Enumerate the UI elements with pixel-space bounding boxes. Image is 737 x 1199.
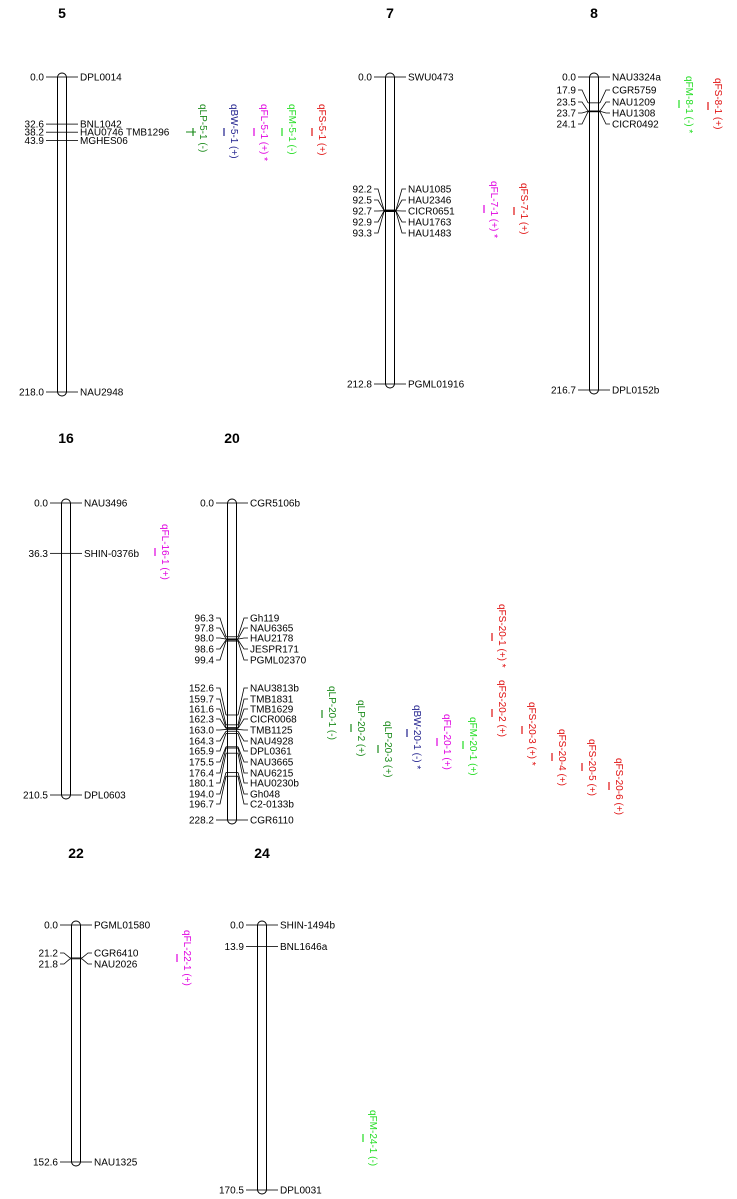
qtl-qlp-20-1 xyxy=(322,686,337,740)
qtl-label: qFM-20-1 (+) xyxy=(467,717,478,776)
qtl-label: qFS-20-5 (+) xyxy=(586,739,597,796)
qtl-label: qFL-5-1 (+) * xyxy=(258,104,269,161)
marker-position: 212.8 xyxy=(346,379,372,391)
marker-position: 218.0 xyxy=(18,387,44,399)
chromosome-title: 16 xyxy=(58,430,74,446)
marker-name: HAU1483 xyxy=(408,228,452,240)
marker-position: 0.0 xyxy=(30,72,44,84)
marker-name: NAU2026 xyxy=(94,959,138,971)
qtl-qfm-8-1 xyxy=(679,76,694,133)
marker-name: NAU3665 xyxy=(250,757,294,769)
marker-connector-left xyxy=(578,112,588,124)
marker-name: Gh048 xyxy=(250,789,281,801)
marker-position: 98.0 xyxy=(194,633,214,645)
marker-name: PGML01580 xyxy=(94,920,151,932)
marker xyxy=(230,921,335,932)
marker-connector-left xyxy=(216,731,226,741)
qtl-qfs-5-1 xyxy=(312,104,327,155)
marker-connector-right xyxy=(396,189,406,210)
marker-connector-left xyxy=(374,189,384,210)
marker-position: 24.1 xyxy=(556,119,576,131)
qtl-qbw-20-1 xyxy=(407,705,422,769)
marker-position: 175.5 xyxy=(188,757,214,769)
chromosome-bar xyxy=(386,73,395,388)
marker-position: 97.8 xyxy=(194,623,214,635)
marker-position: 17.9 xyxy=(556,85,576,97)
marker-position: 98.6 xyxy=(194,644,214,656)
marker xyxy=(189,726,293,737)
marker-position: 92.7 xyxy=(352,206,372,218)
marker-connector-left xyxy=(216,729,226,730)
marker-connector-left xyxy=(578,111,588,113)
qtl-qfl-5-1 xyxy=(254,104,269,161)
chromosome-title: 22 xyxy=(68,845,84,861)
marker-name: NAU6215 xyxy=(250,768,294,780)
marker-name: NAU1325 xyxy=(94,1157,138,1169)
marker-name: HAU2346 xyxy=(408,195,452,207)
marker-name: CGR5106b xyxy=(250,498,301,510)
marker-name: CGR6410 xyxy=(94,948,139,960)
marker-position: 159.7 xyxy=(188,694,214,706)
chromosome-5 xyxy=(19,5,327,399)
marker-name: Gh119 xyxy=(250,613,280,625)
marker xyxy=(347,380,465,391)
marker-connector-right xyxy=(238,618,248,637)
qtl-qfl-7-1 xyxy=(484,181,499,238)
marker-name: HAU1763 xyxy=(408,217,452,229)
qtl-qfl-22-1 xyxy=(177,930,192,986)
qtl-qfs-20-3 xyxy=(522,702,537,766)
chromosome-bar xyxy=(62,499,71,799)
marker-position: 92.2 xyxy=(352,184,372,196)
chromosome-bar xyxy=(228,499,237,824)
marker-position: 38.2 xyxy=(24,127,44,139)
marker-name: C2-0133b xyxy=(250,799,294,811)
marker-position: 32.6 xyxy=(24,119,44,131)
chromosome-8 xyxy=(551,5,723,397)
marker-position: 228.2 xyxy=(188,815,214,827)
marker-name: TMB1125 xyxy=(250,725,293,737)
marker-name: TMB1831 xyxy=(250,694,294,706)
marker-position: 36.3 xyxy=(28,548,48,560)
marker xyxy=(219,1186,322,1197)
marker-name: BNL1042 xyxy=(80,119,122,131)
marker xyxy=(39,949,139,960)
marker-connector-right xyxy=(600,102,610,111)
marker-name: PGML02370 xyxy=(250,655,307,667)
qtl-qfs-7-1 xyxy=(514,183,529,234)
marker xyxy=(358,73,454,84)
marker-position: 0.0 xyxy=(200,498,214,510)
marker-connector-left xyxy=(578,102,588,111)
qtl-qfl-16-1 xyxy=(155,524,170,580)
chromosome-24 xyxy=(219,845,378,1197)
qtl-label: qFL-7-1 (+) * xyxy=(488,181,499,238)
chromosome-title: 8 xyxy=(590,5,598,21)
marker-name: NAU2948 xyxy=(80,387,124,399)
qtl-label: qLP-20-1 (-) xyxy=(326,686,337,740)
marker-connector-left xyxy=(216,628,226,639)
qtl-qfs-20-2 xyxy=(492,680,507,737)
marker xyxy=(551,386,660,397)
marker-connector-left xyxy=(216,638,226,639)
marker-connector-right xyxy=(238,640,248,649)
marker-position: 163.0 xyxy=(188,725,214,737)
qtl-label: qFS-7-1 (+) xyxy=(518,183,529,235)
qtl-qfs-20-6 xyxy=(609,758,624,815)
marker xyxy=(562,73,661,84)
chromosome-title: 20 xyxy=(224,430,240,446)
qtl-qbw-5-1 xyxy=(224,104,239,159)
qtl-label: qFL-22-1 (+) xyxy=(181,930,192,986)
marker-position: 99.4 xyxy=(194,655,214,667)
marker-name: PGML01916 xyxy=(408,379,465,391)
marker-connector-right xyxy=(238,641,248,660)
marker-name: DPL0152b xyxy=(612,385,660,397)
marker-name: DPL0031 xyxy=(280,1185,322,1197)
marker-position: 180.1 xyxy=(188,778,214,790)
qtl-label: qFS-20-6 (+) xyxy=(613,758,624,815)
marker-position: 216.7 xyxy=(550,385,576,397)
chromosome-bar xyxy=(258,921,267,1194)
qtl-qfm-24-1 xyxy=(363,1110,378,1166)
marker-name: JESPR171 xyxy=(250,644,299,656)
marker-position: 93.3 xyxy=(352,228,372,240)
marker-position: 92.9 xyxy=(352,217,372,229)
qtl-qfs-20-1 xyxy=(492,604,507,668)
chromosome-20 xyxy=(189,430,624,827)
marker-name: CICR0068 xyxy=(250,714,297,726)
marker-connector-right xyxy=(238,628,248,639)
qtl-qfs-8-1 xyxy=(708,78,723,129)
marker-position: 23.5 xyxy=(556,97,576,109)
qtl-label: qFM-24-1 (-) xyxy=(367,1110,378,1167)
marker-position: 92.5 xyxy=(352,195,372,207)
chromosome-title: 7 xyxy=(386,5,394,21)
qtl-label: qFM-5-1 (-) xyxy=(286,104,297,155)
marker-connector-left xyxy=(216,618,226,637)
marker xyxy=(195,634,294,645)
marker-name: DPL0603 xyxy=(84,790,126,802)
marker-position: 210.5 xyxy=(22,790,48,802)
marker-connector-left xyxy=(578,90,588,103)
marker-name: MGHES06 xyxy=(80,135,128,147)
marker-name: CGR5759 xyxy=(612,85,657,97)
marker xyxy=(23,791,126,802)
marker xyxy=(34,499,128,510)
marker-position: 164.3 xyxy=(188,736,214,748)
marker-connector-left xyxy=(216,641,226,660)
chromosome-16 xyxy=(23,430,170,802)
marker-connector-right xyxy=(82,953,92,958)
qtl-qfl-20-1 xyxy=(437,714,452,770)
marker-position: 0.0 xyxy=(562,72,576,84)
marker-position: 0.0 xyxy=(358,72,372,84)
qtl-qfs-20-4 xyxy=(552,729,567,786)
chromosome-22 xyxy=(33,845,192,1169)
marker-name: NAU1085 xyxy=(408,184,452,196)
marker-connector-left xyxy=(60,959,70,964)
qtl-label: qLP-20-2 (+) xyxy=(355,700,366,757)
qtl-qfm-5-1 xyxy=(282,104,297,155)
marker-position: 161.6 xyxy=(188,704,214,716)
marker-position: 23.7 xyxy=(556,108,576,120)
qtl-qlp-20-3 xyxy=(378,721,393,777)
marker-position: 0.0 xyxy=(230,920,244,932)
marker-connector-right xyxy=(238,731,248,741)
marker-name: SHIN-1494b xyxy=(280,920,336,932)
marker xyxy=(44,921,150,932)
qtl-label: qFS-20-3 (+) * xyxy=(526,702,537,766)
qtl-label: qFS-8-1 (+) xyxy=(712,78,723,130)
qtl-label: qFM-8-1 (-) * xyxy=(683,76,694,134)
marker-position: 0.0 xyxy=(34,498,48,510)
marker-connector-right xyxy=(82,959,92,964)
qtl-qlp-5-1 xyxy=(193,104,208,152)
marker-position: 196.7 xyxy=(188,799,214,811)
marker-name: HAU0230b xyxy=(250,778,299,790)
marker-name: DPL0361 xyxy=(250,746,292,758)
marker-name: HAU2178 xyxy=(250,633,294,645)
marker-position: 152.6 xyxy=(188,683,214,695)
chromosome-7 xyxy=(347,5,529,391)
qtl-label: qFL-16-1 (+) xyxy=(159,524,170,580)
marker xyxy=(30,73,122,84)
qtl-label: qFS-20-4 (+) xyxy=(556,729,567,786)
marker-name: NAU4928 xyxy=(250,736,294,748)
marker xyxy=(29,549,140,560)
marker-name: DPL0014 xyxy=(80,72,122,84)
marker xyxy=(200,499,300,510)
marker-position: 170.5 xyxy=(218,1185,244,1197)
marker-connector-right xyxy=(238,638,248,639)
qtl-qlp-20-2 xyxy=(351,700,366,756)
marker-connector-left xyxy=(216,640,226,649)
marker-name: CICR0492 xyxy=(612,119,659,131)
marker-connector-left xyxy=(60,953,70,958)
marker-position: 176.4 xyxy=(188,768,214,780)
marker-connector-left xyxy=(216,733,226,751)
qtl-qfm-20-1 xyxy=(463,717,478,776)
marker-connector-right xyxy=(600,112,610,124)
marker-name: HAU0746 TMB1296 xyxy=(80,127,170,139)
chromosome-bar xyxy=(590,73,599,394)
marker-name: SWU0473 xyxy=(408,72,454,84)
marker-position: 21.2 xyxy=(38,948,58,960)
marker xyxy=(25,136,129,147)
chromosome-bar xyxy=(58,73,67,396)
marker xyxy=(19,388,124,399)
marker-connector-right xyxy=(238,729,248,730)
marker xyxy=(353,207,456,218)
marker-position: 162.3 xyxy=(188,714,214,726)
marker-position: 21.8 xyxy=(38,959,58,971)
qtl-label: qLP-5-1 (-) xyxy=(197,104,208,153)
marker-name: TMB1629 xyxy=(250,704,294,716)
marker-position: 165.9 xyxy=(188,746,214,758)
qtl-label: qFL-20-1 (+) xyxy=(441,714,452,770)
chromosome-title: 5 xyxy=(58,5,66,21)
marker-position: 0.0 xyxy=(44,920,58,932)
marker xyxy=(225,942,328,953)
marker-name: SHIN-0376b xyxy=(84,548,140,560)
marker-position: 96.3 xyxy=(194,613,214,625)
marker-name: NAU3324a xyxy=(612,72,661,84)
marker-name: BNL1646a xyxy=(280,942,328,954)
marker xyxy=(557,109,656,120)
qtl-label: qFS-20-1 (+) * xyxy=(496,604,507,668)
qtl-label: qBW-20-1 (-) * xyxy=(411,705,422,770)
marker-connector-right xyxy=(238,733,248,751)
marker-name: CGR6110 xyxy=(250,815,294,827)
marker-position: 152.6 xyxy=(32,1157,58,1169)
marker-name: NAU3813b xyxy=(250,683,299,695)
marker-position: 13.9 xyxy=(224,942,244,954)
marker-name: CICR0651 xyxy=(408,206,455,218)
qtl-label: qFS-5-1 (+) xyxy=(316,104,327,156)
marker-name: NAU3496 xyxy=(84,498,128,510)
marker xyxy=(39,959,138,971)
marker-name: HAU1308 xyxy=(612,108,656,120)
marker-position: 43.9 xyxy=(24,135,44,147)
marker-connector-right xyxy=(600,90,610,103)
marker-name: NAU6365 xyxy=(250,623,294,635)
marker xyxy=(33,1158,138,1169)
qtl-label: qFS-20-2 (+) xyxy=(496,680,507,737)
chromosome-title: 24 xyxy=(254,845,270,861)
qtl-label: qBW-5-1 (+) xyxy=(228,104,239,159)
qtl-qfs-20-5 xyxy=(582,739,597,796)
marker-name: NAU1209 xyxy=(612,97,656,109)
marker xyxy=(189,816,294,827)
marker-position: 194.0 xyxy=(188,789,214,801)
qtl-label: qLP-20-3 (+) xyxy=(382,721,393,778)
marker-connector-right xyxy=(600,111,610,113)
